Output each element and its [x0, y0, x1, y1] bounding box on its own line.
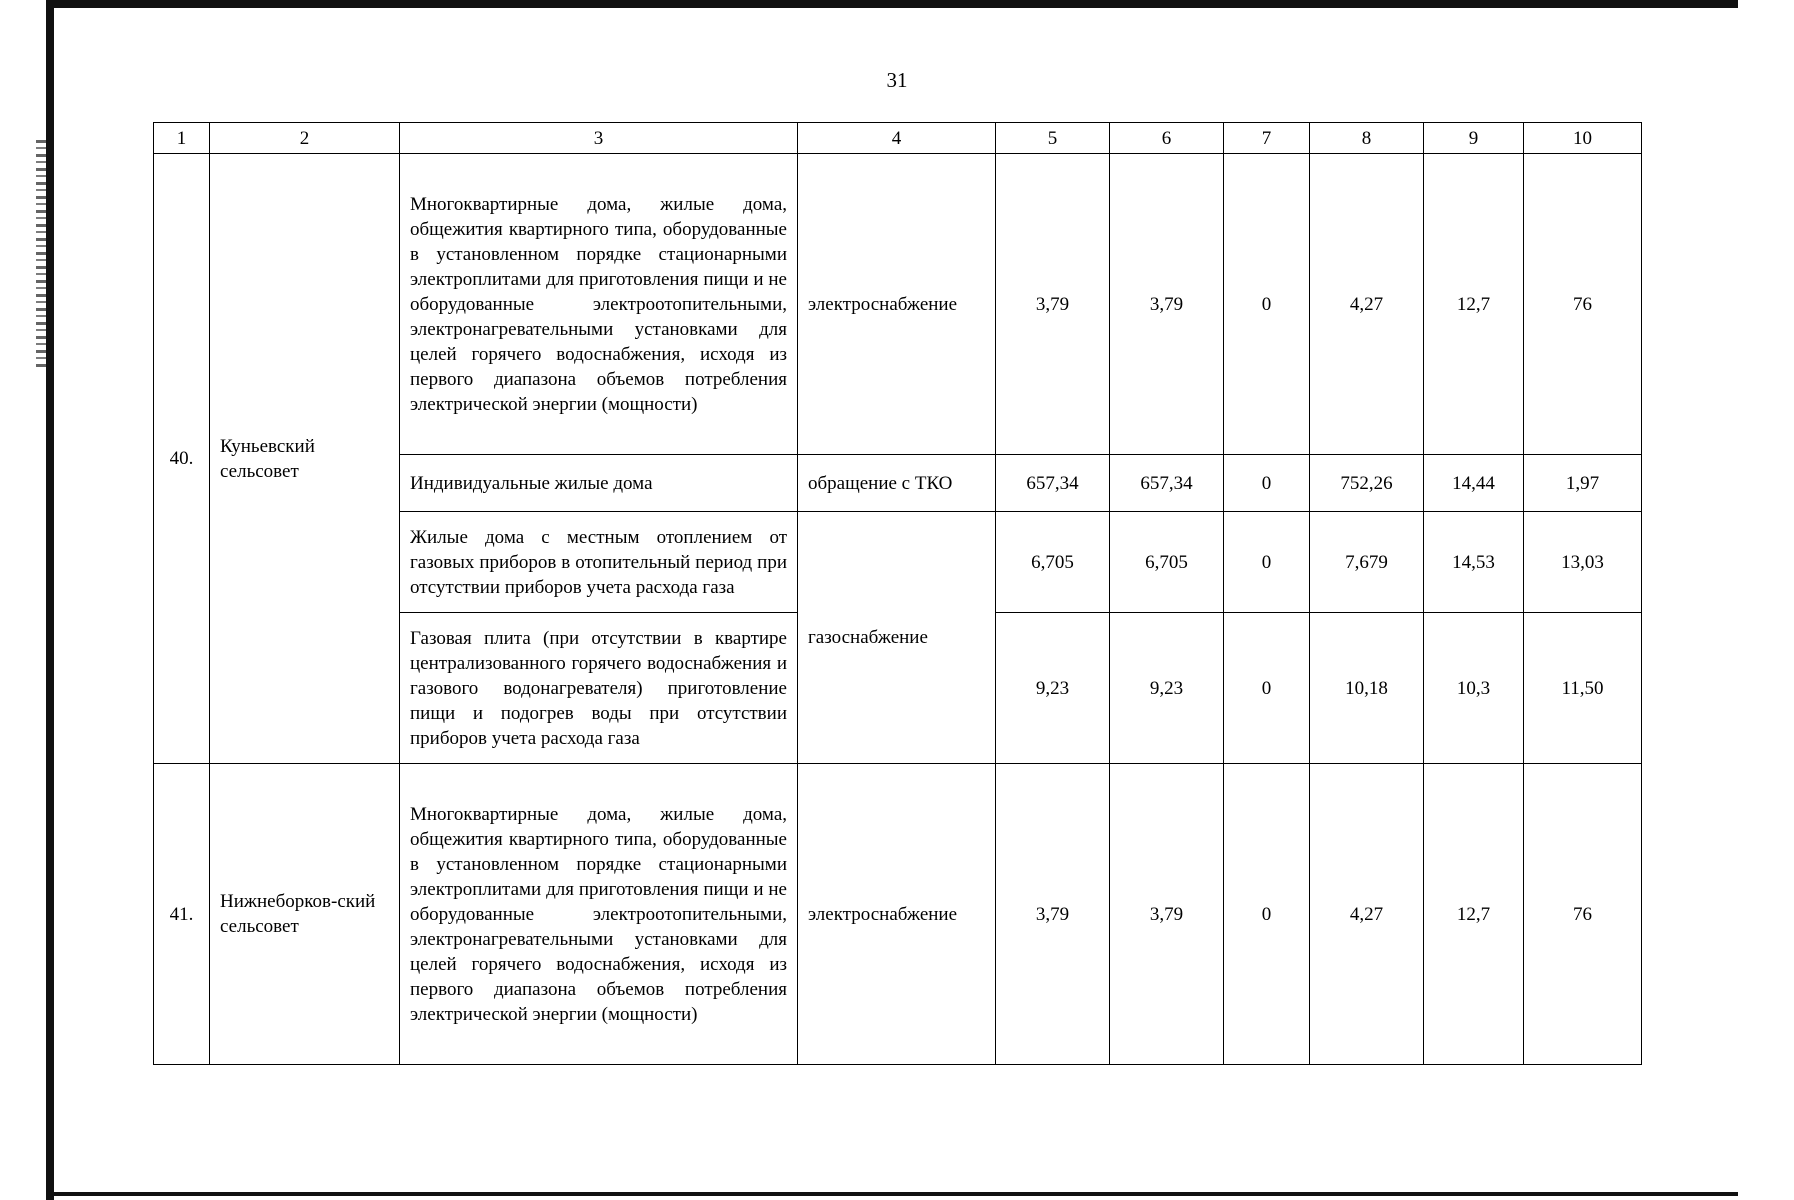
- header-cell: 7: [1224, 123, 1310, 154]
- consumer-category: Газовая плита (при отсутствии в квартире централизованного горячего водоснабжения и газового водонагревателя) приготовление пищи и подогрев воды при отсутствии приборов учета расхода газа: [400, 613, 798, 764]
- value-cell: 7,679: [1310, 512, 1424, 613]
- value-cell: 4,27: [1310, 154, 1424, 455]
- header-cell: 8: [1310, 123, 1424, 154]
- value-cell: 10,18: [1310, 613, 1424, 764]
- scan-frame-left: [46, 0, 54, 1200]
- table-row: [154, 154, 1642, 455]
- service-type: электроснабжение: [798, 154, 996, 455]
- value-cell: 9,23: [1110, 613, 1224, 764]
- value-cell: 3,79: [1110, 764, 1224, 1065]
- value-cell: 752,26: [1310, 455, 1424, 512]
- value-cell: 13,03: [1524, 512, 1642, 613]
- value-cell: 9,23: [996, 613, 1110, 764]
- header-cell: 10: [1524, 123, 1642, 154]
- value-cell: 6,705: [1110, 512, 1224, 613]
- settlement-name: Нижнеборков-ский сельсовет: [210, 764, 400, 1065]
- consumer-category: Жилые дома с местным отоплением от газовых приборов в отопительный период при отсутствии приборов учета расхода газа: [400, 512, 798, 613]
- header-cell: 6: [1110, 123, 1224, 154]
- page-number: 31: [886, 68, 908, 92]
- scan-frame-top: [48, 0, 1738, 8]
- service-type: газоснабжение: [798, 512, 996, 764]
- value-cell: 657,34: [1110, 455, 1224, 512]
- row-number: 40.: [154, 154, 210, 764]
- value-cell: 3,79: [996, 764, 1110, 1065]
- table-header-row: [154, 123, 1642, 154]
- table-row: [154, 764, 1642, 1065]
- value-cell: 0: [1224, 613, 1310, 764]
- header-cell: 9: [1424, 123, 1524, 154]
- header-cell: 5: [996, 123, 1110, 154]
- consumer-category: Многоквартирные дома, жилые дома, общежития квартирного типа, оборудованные в установленном порядке стационарными электроплитами для приготовления пищи и не оборудованные электроотопительными, электронагревательными установками для целей горячего водоснабжения, исходя из первого диапазона объемов потребления электрической энергии (мощности): [400, 154, 798, 455]
- header-cell: 3: [400, 123, 798, 154]
- value-cell: 1,97: [1524, 455, 1642, 512]
- value-cell: 0: [1224, 512, 1310, 613]
- value-cell: 76: [1524, 154, 1642, 455]
- value-cell: 3,79: [996, 154, 1110, 455]
- value-cell: 0: [1224, 154, 1310, 455]
- value-cell: 0: [1224, 455, 1310, 512]
- value-cell: 3,79: [1110, 154, 1224, 455]
- value-cell: 10,3: [1424, 613, 1524, 764]
- service-type: обращение с ТКО: [798, 455, 996, 512]
- value-cell: 12,7: [1424, 154, 1524, 455]
- value-cell: 76: [1524, 764, 1642, 1065]
- tariff-table: [153, 122, 1642, 1065]
- value-cell: 14,44: [1424, 455, 1524, 512]
- header-cell: 4: [798, 123, 996, 154]
- header-cell: 2: [210, 123, 400, 154]
- header-cell: 1: [154, 123, 210, 154]
- scan-noise: [36, 140, 46, 370]
- consumer-category: Многоквартирные дома, жилые дома, общежития квартирного типа, оборудованные в установленном порядке стационарными электроплитами для приготовления пищи и не оборудованные электроотопительными, электронагревательными установками для целей горячего водоснабжения, исходя из первого диапазона объемов потребления электрической энергии (мощности): [400, 764, 798, 1065]
- consumer-category: Индивидуальные жилые дома: [400, 455, 798, 512]
- value-cell: 14,53: [1424, 512, 1524, 613]
- row-number: 41.: [154, 764, 210, 1065]
- value-cell: 0: [1224, 764, 1310, 1065]
- value-cell: 6,705: [996, 512, 1110, 613]
- settlement-name: Куньевский сельсовет: [210, 154, 400, 764]
- value-cell: 657,34: [996, 455, 1110, 512]
- service-type: электроснабжение: [798, 764, 996, 1065]
- value-cell: 4,27: [1310, 764, 1424, 1065]
- value-cell: 12,7: [1424, 764, 1524, 1065]
- scan-frame-bottom: [48, 1192, 1738, 1196]
- value-cell: 11,50: [1524, 613, 1642, 764]
